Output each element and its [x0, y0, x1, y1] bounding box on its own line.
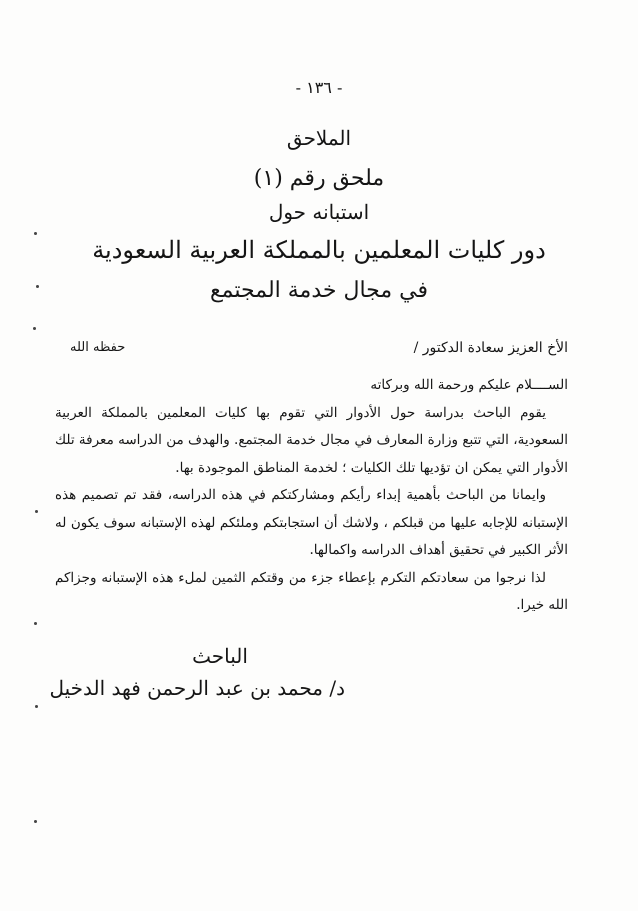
- blessing-text: حفظه الله: [70, 340, 126, 355]
- field-title-heading: في مجال خدمة المجتمع: [209, 278, 429, 303]
- salutation-row: [70, 340, 568, 364]
- signature-title: الباحث: [192, 644, 248, 668]
- salam-line: الســــلام عليكم ورحمة الله وبركاته: [370, 377, 568, 393]
- scan-speck: [35, 705, 38, 708]
- greeting-text: الأخ العزيز سعادة الدكتور /: [413, 340, 568, 356]
- role-title-heading: دور كليات المعلمين بالمملكة العربية السعودية: [92, 236, 546, 264]
- letter-body: [55, 372, 568, 620]
- signature-name: د/ محمد بن عبد الرحمن فهد الدخيل: [49, 676, 345, 700]
- scan-speck: [33, 327, 36, 330]
- scan-speck: [34, 622, 37, 625]
- scan-speck: [34, 820, 37, 823]
- appendices-heading: الملاحق: [286, 126, 352, 150]
- letter-paragraph-2: وايمانا من الباحث بأهمية إبداء رأيكم ومشاركتكم في هذه الدراسه، فقد تم تصميم هذه الإستبانه للإجابه عليها من قبلكم ، ولاشك أن استجابتكم وملئكم لهذه الإستبانه سوف يكون له الأثر الكبير في تحقيق أهداف الدراسه واكمالها.: [55, 487, 568, 558]
- page-number: - ١٣٦ -: [295, 78, 343, 97]
- appendix-number-heading: ملحق رقم (١): [253, 166, 385, 191]
- scan-speck: [35, 510, 38, 513]
- letter-paragraph-3: لذا نرجوا من سعادتكم التكرم بإعطاء جزء من وقتكم الثمين لملء هذه الإستبانه وجزاكم الله خيرا.: [55, 569, 568, 613]
- scan-speck: [36, 285, 39, 288]
- scan-speck: [34, 232, 37, 235]
- questionnaire-about-heading: استبانه حول: [268, 200, 370, 224]
- letter-paragraph-1: يقوم الباحث بدراسة حول الأدوار التي تقوم بها كليات المعلمين بالمملكة العربية السعودية، التي تتبع وزارة المعارف في مجال خدمة المجتمع. والهدف من الدراسه معرفة تلك الأدوار التي يمكن ان تؤديها تلك الكليات ؛ لخدمة المناطق الموجودة بها.: [55, 404, 568, 476]
